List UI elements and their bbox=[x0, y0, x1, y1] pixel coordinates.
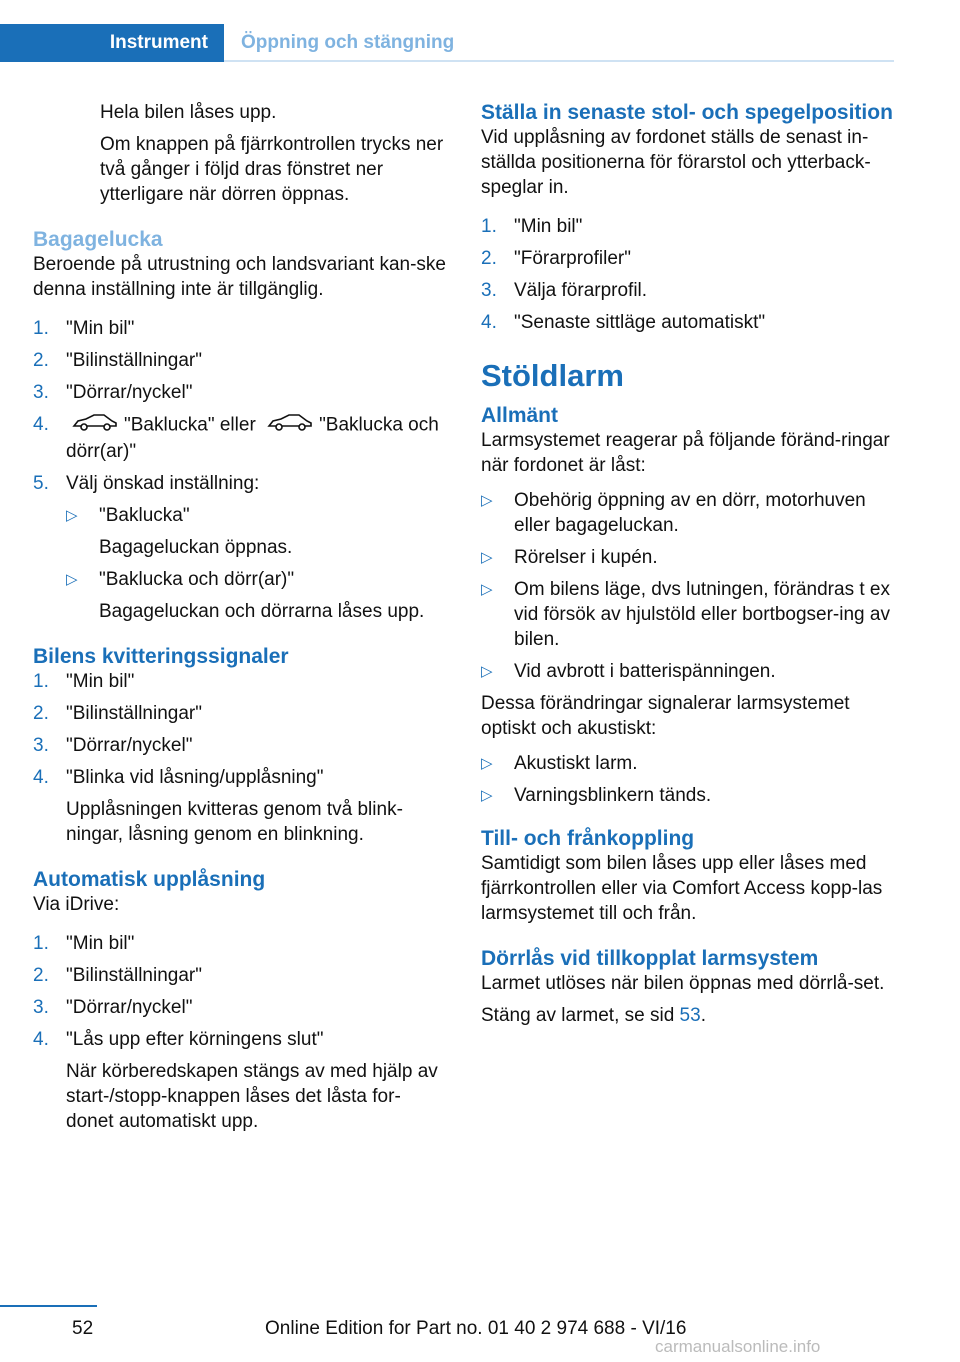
footer-edition: Online Edition for Part no. 01 40 2 974 688 - VI/16 bbox=[265, 1318, 687, 1339]
triangle-bullet-icon: ▷ bbox=[481, 492, 493, 509]
list-item: 4. "Lås upp efter körningens slut" bbox=[33, 1029, 324, 1050]
page-number: 52 bbox=[72, 1318, 94, 1339]
list-item: 3. "Dörrar/nyckel" bbox=[33, 735, 193, 756]
kvittering-note: Upplåsningen kvitteras genom två blink-ningar, låsning genom en blinkning. bbox=[66, 799, 403, 845]
list-item: 4. "Senaste sittläge automatiskt" bbox=[481, 312, 766, 333]
triangle-bullet-icon: ▷ bbox=[66, 571, 78, 588]
dorrlas-desc: Larmet utlöses när bilen öppnas med dörrlå-set. bbox=[481, 973, 885, 994]
triangle-bullet-icon: ▷ bbox=[481, 787, 493, 804]
list-item: ▷ Obehörig öppning av en dörr, motorhuven eller bagageluckan. bbox=[481, 490, 866, 536]
section-title-till: Till- och frånkoppling bbox=[481, 827, 695, 850]
list-item: ▷ Akustiskt larm. bbox=[481, 753, 638, 774]
option-desc: Bagageluckan och dörrarna låses upp. bbox=[99, 601, 425, 622]
section-title-dorrlas: Dörrlås vid tillkopplat larmsystem bbox=[481, 947, 819, 970]
auto-steps bbox=[33, 931, 448, 1052]
intro-block bbox=[33, 100, 448, 207]
list-item: ▷ Om bilens läge, dvs lutningen, förändras t ex vid försök av hjulstöld eller bortbogser-ing av bilen. bbox=[481, 579, 890, 650]
list-item: 3. "Dörrar/nyckel" bbox=[33, 382, 193, 403]
list-item: ▷ Vid avbrott i batterispänningen. bbox=[481, 661, 776, 682]
car-doors-icon bbox=[267, 412, 313, 439]
triangle-bullet-icon: ▷ bbox=[481, 581, 493, 598]
watermark: carmanualsonline.info bbox=[655, 1337, 821, 1356]
section-title-kvittering: Bilens kvitteringssignaler bbox=[33, 645, 289, 668]
dorrlas-ref: Stäng av larmet, se sid 53. bbox=[481, 1005, 706, 1026]
section-title-auto: Automatisk upplåsning bbox=[33, 868, 266, 891]
footer-divider bbox=[0, 1305, 97, 1307]
chapter-title-stoldlarm: Stöldlarm bbox=[481, 358, 624, 393]
bagagelucka-options bbox=[33, 503, 448, 624]
auto-note: När körberedskapen stängs av med hjälp av start-/stopp-knappen låses det låsta for-donet automatiskt upp. bbox=[66, 1061, 438, 1132]
signal-bullets bbox=[481, 751, 896, 808]
triangle-bullet-icon: ▷ bbox=[66, 507, 78, 524]
car-trunk-icon bbox=[72, 412, 118, 439]
list-item: ▷ "Baklucka" bbox=[66, 505, 190, 526]
tab-instrument[interactable]: Instrument bbox=[0, 24, 224, 62]
list-item: ▷ Varningsblinkern tänds. bbox=[481, 785, 712, 806]
intro-text-1: Hela bilen låses upp. bbox=[100, 102, 277, 123]
list-item: 1. "Min bil" bbox=[33, 933, 135, 954]
bagagelucka-desc: Beroende på utrustning och landsvariant kan-ske denna inställning inte är tillgänglig. bbox=[33, 254, 446, 300]
triangle-bullet-icon: ▷ bbox=[481, 663, 493, 680]
list-item: ▷ "Baklucka och dörr(ar)" bbox=[66, 569, 295, 590]
section-title-allmant: Allmänt bbox=[481, 404, 559, 427]
auto-via: Via iDrive: bbox=[33, 894, 120, 915]
option-desc: Bagageluckan öppnas. bbox=[99, 537, 293, 558]
bagagelucka-steps bbox=[33, 316, 448, 496]
stol-steps bbox=[481, 214, 896, 335]
list-item: 1. "Min bil" bbox=[481, 216, 583, 237]
triangle-bullet-icon: ▷ bbox=[481, 549, 493, 566]
allmant-bullets bbox=[481, 488, 896, 684]
kvittering-steps bbox=[33, 669, 448, 790]
list-item: 2. "Bilinställningar" bbox=[33, 350, 202, 371]
list-item: 3. "Dörrar/nyckel" bbox=[33, 997, 193, 1018]
list-item: 2. "Bilinställningar" bbox=[33, 965, 202, 986]
list-item: 5. Välj önskad inställning: bbox=[33, 473, 260, 494]
list-item: 3. Välja förarprofil. bbox=[481, 280, 648, 301]
list-item: 2. "Förarprofiler" bbox=[481, 248, 631, 269]
intro-text-2: Om knappen på fjärrkontrollen trycks ner två gånger i följd dras fönstret ner ytterligare när dörren öppnas. bbox=[100, 134, 444, 205]
stol-desc: Vid upplåsning av fordonet ställs de senast in-ställda positionerna för förarstol och ytterback-speglar in. bbox=[481, 127, 871, 198]
right-column bbox=[481, 100, 896, 1035]
triangle-bullet-icon: ▷ bbox=[481, 755, 493, 772]
section-title-stol: Ställa in senaste stol- och spegelposition bbox=[481, 101, 893, 124]
list-item: 4. "Blinka vid låsning/upplåsning" bbox=[33, 767, 324, 788]
signal-desc: Dessa förändringar signalerar larmsystemet optiskt och akustiskt: bbox=[481, 693, 850, 739]
list-item: 2. "Bilinställningar" bbox=[33, 703, 202, 724]
page-ref-link[interactable]: 53 bbox=[679, 1005, 701, 1026]
list-item: 4. "Baklucka" eller "Baklucka och dörr(ar)" bbox=[33, 414, 439, 462]
section-title-bagagelucka: Bagagelucka bbox=[33, 228, 163, 251]
list-item: 1. "Min bil" bbox=[33, 318, 135, 339]
header-divider bbox=[224, 60, 894, 62]
allmant-desc: Larmsystemet reagerar på följande föränd-ringar när fordonet är låst: bbox=[481, 430, 890, 476]
list-item: ▷ Rörelser i kupén. bbox=[481, 547, 658, 568]
tab-oppning-och-stangning[interactable]: Öppning och stängning bbox=[241, 32, 455, 53]
page-header bbox=[0, 24, 894, 62]
left-column bbox=[33, 100, 448, 1141]
list-item: 1. "Min bil" bbox=[33, 671, 135, 692]
till-desc: Samtidigt som bilen låses upp eller låses med fjärrkontrollen eller via Comfort Access kopp-las larmsystemet till och från. bbox=[481, 853, 883, 924]
